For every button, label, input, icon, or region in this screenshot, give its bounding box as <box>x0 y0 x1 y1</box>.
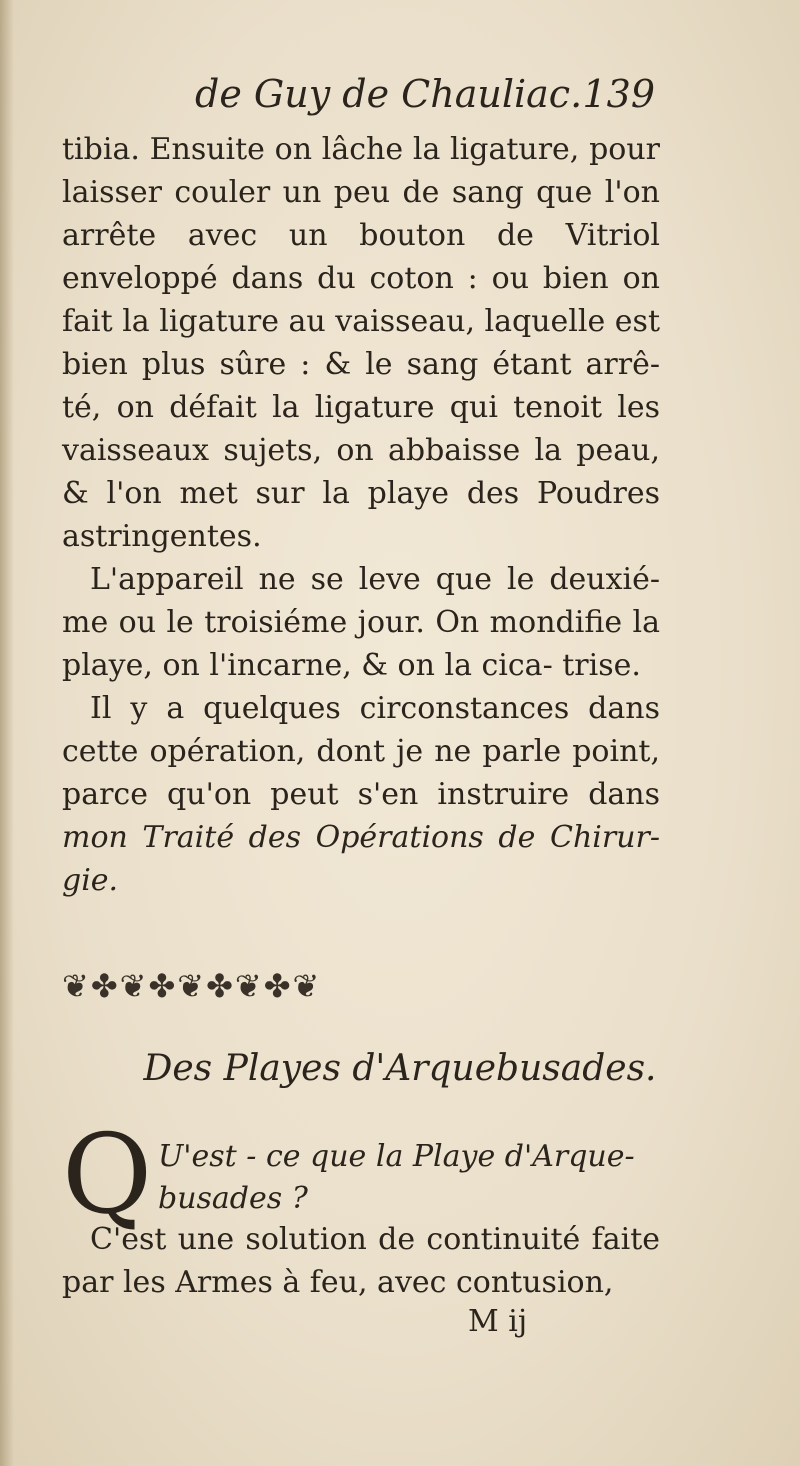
italic-book-title: mon Traité des Opérations de Chirur- gie. <box>62 820 660 898</box>
page-number: 139 <box>582 72 655 116</box>
body-text <box>62 128 660 902</box>
question-text: U'est - ce que la Playe d'Arque- busades ? <box>158 1139 635 1216</box>
paragraph-text: Il y a quelques circonstances dans cette opération, dont je ne parle point, parce qu'on peut s'en instruire dans <box>62 691 660 812</box>
answer-text: C'est une solution de continuité faite par les Armes à feu, avec contusion, <box>62 1222 660 1300</box>
decorative-ornament-band <box>62 960 660 1012</box>
answer-block <box>62 1218 660 1304</box>
section-title: Des Playes d'Arquebusades. <box>143 1048 657 1089</box>
drop-cap: Q <box>62 1110 153 1238</box>
page-gutter-shadow <box>0 0 14 1466</box>
ornament-glyphs: ❦✤❦✤❦✤❦✤❦ <box>62 967 322 1005</box>
page-header <box>195 72 655 122</box>
paragraph: tibia. Ensuite on lâche la ligature, pour laisser couler un peu de sang que l'on arrête avec un bouton de Vitriol enveloppé dans du coton : ou bien on fait la ligature au vaisseau, laquelle est bien plus sûre : & le sang étant arrê- té, on défait la ligature qui tenoit les vaisseaux sujets, on abbaisse la peau, & l'on met sur la playe des Poudres astringentes. <box>62 132 660 554</box>
paragraph: L'appareil ne se leve que le deuxié- me ou le troisiéme jour. On mondifie la playe, on l'incarne, & on la cica- trise. <box>62 562 660 683</box>
paragraph <box>62 687 660 902</box>
running-title: de Guy de Chauliac. <box>195 72 583 116</box>
signature-mark: M ij <box>468 1304 528 1339</box>
